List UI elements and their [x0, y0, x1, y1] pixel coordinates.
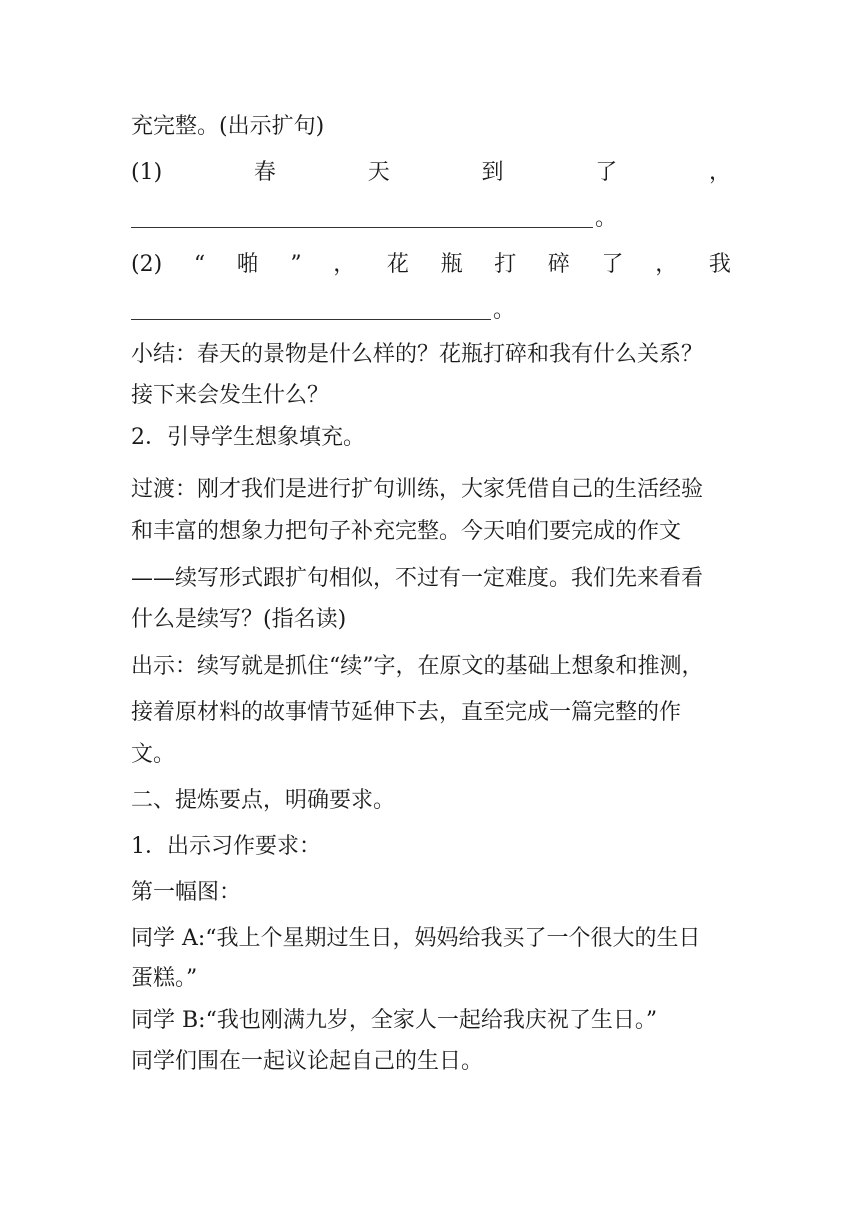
text-line: ——续写形式跟扩句相似，不过有一定难度。我们先来看看 [131, 566, 704, 591]
sentence-char: 到 [481, 160, 504, 185]
sentence-char: (2) [131, 252, 163, 277]
blank-period: 。 [595, 206, 618, 231]
sentence-char: 了 [595, 160, 618, 185]
blank-underline [131, 319, 491, 320]
sentence-char: 天 [367, 160, 390, 185]
text-line: 什么是续写？(指名读) [131, 607, 347, 632]
sentence-char: (1) [131, 160, 163, 185]
sentence-char: 啪 [236, 252, 259, 277]
blank-period: 。 [493, 298, 516, 323]
sentence-char: 我 [708, 252, 731, 277]
blank-underline [131, 227, 593, 228]
sentence-char: 花 [386, 252, 409, 277]
text-line: 小结：春天的景物是什么样的？花瓶打碎和我有什么关系？ [131, 342, 704, 367]
sentence-char: 了 [601, 252, 624, 277]
text-line: 第一幅图： [131, 880, 242, 905]
text-line: 过渡：刚才我们是进行扩句训练，大家凭借自己的生活经验 [131, 477, 704, 502]
sentence-char: “ [193, 252, 206, 277]
text-line: 充完整。(出示扩句) [131, 114, 325, 139]
text-line: 接下来会发生什么？ [131, 383, 330, 408]
sentence-char: 瓶 [440, 252, 463, 277]
text-line: 同学们围在一起议论起自己的生日。 [131, 1049, 484, 1074]
fill-blank-2 [131, 296, 515, 326]
section-heading: 二、提炼要点，明确要求。 [131, 788, 396, 813]
text-line: 蛋糕。” [131, 966, 198, 991]
sentence-char: 春 [253, 160, 276, 185]
sentence-char: ， [708, 160, 731, 185]
text-line: 文。 [131, 742, 176, 767]
sentence-char: ， [655, 252, 678, 277]
text-line: 出示：续写就是抓住“续”字，在原文的基础上想象和推测， [131, 654, 704, 679]
sentence-char: 碎 [547, 252, 570, 277]
text-line: 同学 B:“我也刚满九岁，全家人一起给我庆祝了生日。” [131, 1008, 658, 1033]
sentence-char: ” [290, 252, 302, 277]
sentence-char: 打 [494, 252, 517, 277]
fill-sentence-2 [131, 250, 731, 280]
text-line: 同学 A:“我上个星期过生日，妈妈给我买了一个很大的生日 [131, 926, 701, 951]
section-step: 1．出示习作要求： [131, 834, 321, 859]
text-line: 和丰富的想象力把句子补充完整。今天咱们要完成的作文 [131, 519, 682, 544]
section-step: 2．引导学生想象填充。 [131, 425, 365, 450]
fill-blank-1 [131, 204, 617, 234]
fill-sentence-1 [131, 158, 731, 188]
text-line: 接着原材料的故事情节延伸下去，直至完成一篇完整的作 [131, 700, 682, 725]
sentence-char: ， [333, 252, 356, 277]
